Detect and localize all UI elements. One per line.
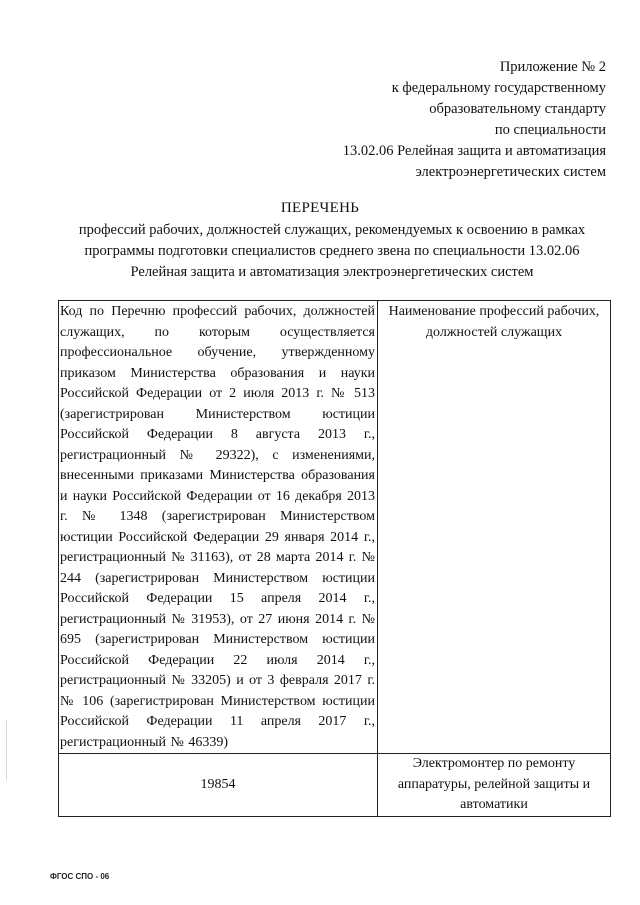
appendix-line: по специальности xyxy=(494,122,606,138)
professions-table xyxy=(58,300,611,817)
appendix-line: к федеральному государственному xyxy=(391,80,606,96)
profession-name-cell xyxy=(378,754,611,817)
document-subtitle: профессий рабочих, должностей служащих, рекомендуемых к освоению в рамках программы подготовки специалистов среднего звена по специальности 13.02.06 Релейная защита и автоматизация электроэнергетических систем xyxy=(78,222,586,280)
header-name-cell xyxy=(378,301,611,754)
appendix-line: образовательному стандарту xyxy=(429,101,606,117)
appendix-line: 13.02.06 Релейная защита и автоматизация xyxy=(342,143,606,159)
header-name-text: Наименование профессий рабочих, должностей служащих xyxy=(388,304,600,340)
appendix-block xyxy=(286,57,606,183)
footer-label: ФГОС СПО - 06 xyxy=(50,872,110,881)
header-code-cell xyxy=(59,301,378,754)
profession-code: 19854 xyxy=(59,754,378,817)
document-title: ПЕРЕЧЕНЬ xyxy=(280,200,360,216)
table-header-row xyxy=(59,301,611,754)
header-code-text: Код по Перечню профессий рабочих, должностей служащих, по которым осуществляется профессиональное обучение, утвержденному приказом Министерства образования и науки Российской Федерации от 2 июля 2013 г. № 513 (зарегистрирован Министерством юстиции Российской Федерации 8 августа 2013 г., регистрационный № 29322), с изменениями, внесенными приказами Министерства образования и науки Российской Федерации от 16 декабря 2013 г. № 1348 (зарегистрирован Министерством юстиции Российской Федерации 29 января 2014 г., регистрационный № 31163), от 28 марта 2014 г. № 244 (зарегистрирован Министерством юстиции Российской Федерации 15 апреля 2014 г., регистрационный № 31953), от 27 июня 2014 г. № 695 (зарегистрирован Министерством юстиции Российской Федерации 22 июля 2014 г., регистрационный № 33205) и от 3 февраля 2017 г. № 106 (зарегистрирован Министерством юстиции Российской Федерации 11 апреля 2017 г., регистрационный № 46339) xyxy=(60,304,375,750)
scan-margin-mark xyxy=(6,720,7,780)
appendix-line: электроэнергетических систем xyxy=(415,164,606,180)
table-row xyxy=(59,754,611,817)
appendix-line: Приложение № 2 xyxy=(499,59,606,75)
profession-name: Электромонтер по ремонту аппаратуры, релейной защиты и автоматики xyxy=(397,756,591,812)
